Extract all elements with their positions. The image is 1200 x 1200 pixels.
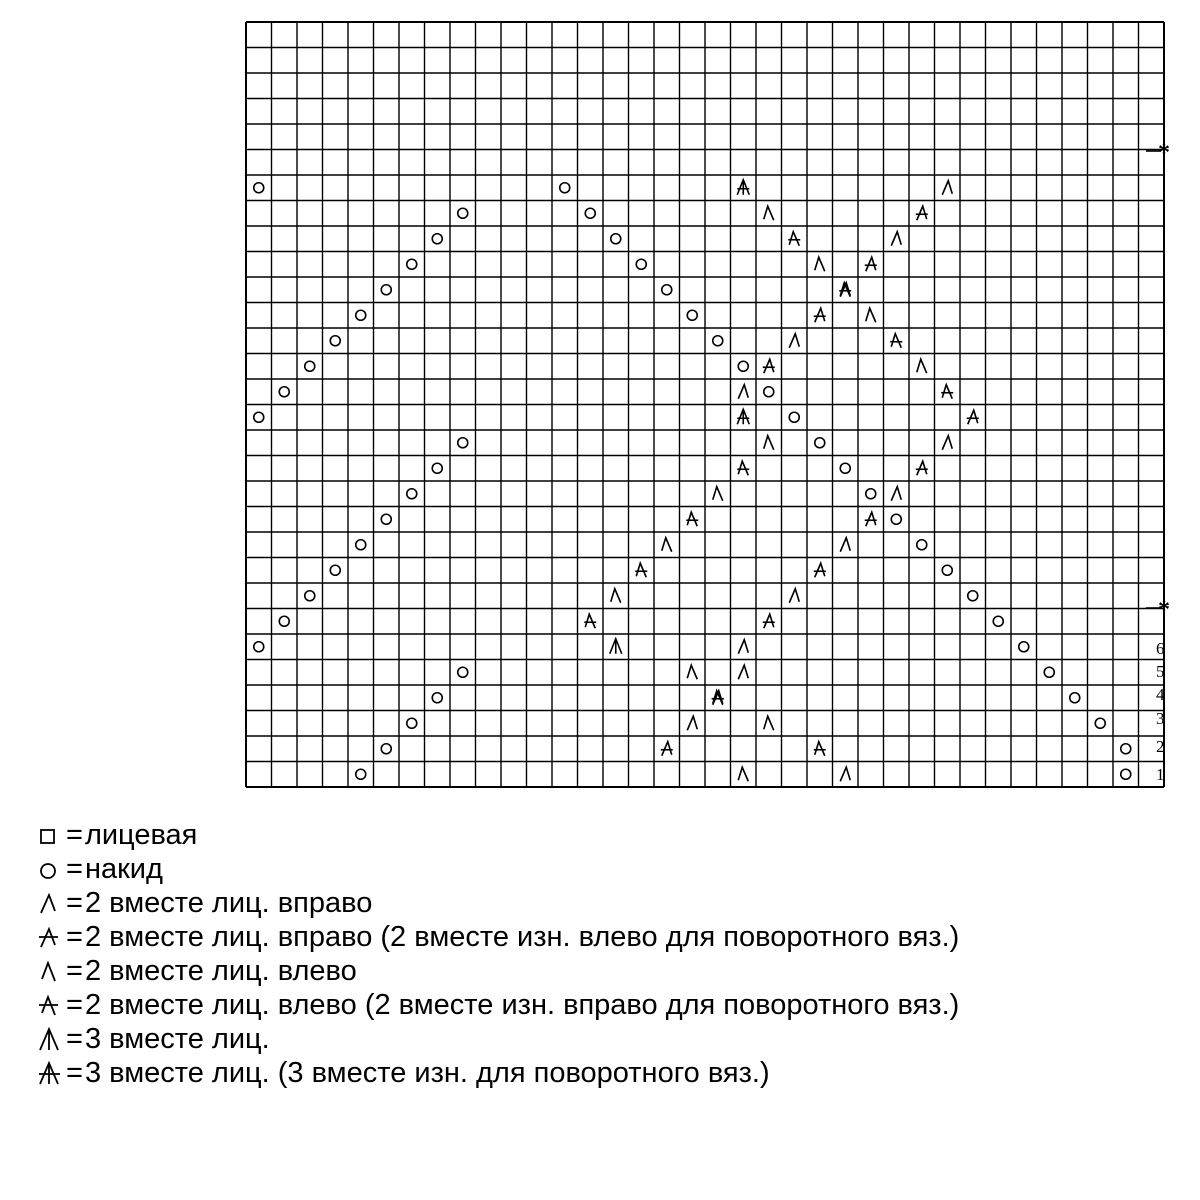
yarn-over-mark [407,718,417,728]
k2tog-left-mark [917,359,927,373]
legend-row-k2tog-left-ws: = 2 вместе лиц. влево (2 вместе изн. вправо для поворотного вяз.) [38,988,1198,1022]
yarn-over-mark [254,642,264,652]
yarn-over-mark [279,616,289,626]
yarn-over-mark [407,489,417,499]
yarn-over-mark [432,234,442,244]
yarn-over-mark [1019,642,1029,652]
k2tog-right-mark [738,385,748,399]
k2tog-right-ws-mark [814,308,826,322]
yarn-over-mark [458,208,468,218]
yarn-over-mark [968,591,978,601]
yarn-over-mark [305,591,315,601]
repeat-marker-bottom [1146,597,1170,623]
yarn-over-mark [789,412,799,422]
knit-icon [38,821,64,849]
legend-text: 2 вместе лиц. вправо [84,887,373,919]
repeat-star-bottom: * [1158,597,1170,623]
chart-grid [246,22,1164,787]
legend-row-knit: = лицевая [38,818,1198,852]
k2tog-left-mark [662,538,672,552]
yarn-over-mark [1095,718,1105,728]
yarn-over-mark [917,540,927,550]
legend [38,818,1198,1090]
k3tog-ws-mark [737,180,749,195]
legend-row-k2tog-right-ws: = 2 вместе лиц. вправо (2 вместе изн. влево для поворотного вяз.) [38,920,1198,954]
yarn-over-mark [1121,744,1131,754]
k3tog-icon [38,1025,64,1053]
yarn-over-mark [866,489,876,499]
k2tog-left-ws-mark [941,385,953,399]
k2tog-right-ws-mark [661,742,673,756]
k2tog-left-ws-mark [737,461,749,475]
k2tog-left-mark [764,716,774,730]
k2tog-left-mark [866,308,876,322]
k2tog-right-mark [942,181,952,195]
yarn-over-mark [407,259,417,269]
yarn-over-mark [713,336,723,346]
k2tog-right-ws-icon [38,923,64,951]
k2tog-right-ws-mark [763,614,775,628]
yarn-over-mark [764,387,774,397]
yarn-over-mark [432,463,442,473]
k2tog-right-mark [738,640,748,654]
k2tog-right-mark [891,232,901,246]
yarn-over-mark [687,310,697,320]
k2tog-left-ws-mark [788,232,800,246]
legend-text: 2 вместе лиц. влево [84,955,357,987]
yarn-over-mark [1044,667,1054,677]
yarn-over-mark [585,208,595,218]
k2tog-left-ws-mark [584,614,596,628]
k2tog-left-ws-mark [839,283,851,297]
yarn-over-mark [815,438,825,448]
legend-row-k3tog: = 3 вместе лиц. [38,1022,1198,1056]
yarn-over-mark [993,616,1003,626]
k2tog-left-ws-mark [686,512,698,526]
k2tog-right-mark [789,334,799,348]
k2tog-left-ws-mark [890,334,902,348]
yarn-over-mark [356,540,366,550]
legend-text: 2 вместе лиц. вправо (2 вместе изн. влево для поворотного вяз.) [84,921,960,953]
k2tog-right-icon [38,889,64,917]
k2tog-left-mark [687,665,697,679]
yarn-over-icon [38,855,64,883]
yarn-over-mark [330,565,340,575]
yarn-over-mark [330,336,340,346]
yarn-over-mark [458,438,468,448]
yarn-over-mark [611,234,621,244]
row-number-2: 2 [1156,737,1165,756]
legend-text: 3 вместе лиц. [84,1023,270,1055]
row-number-6: 6 [1156,639,1165,658]
k2tog-left-mark [611,589,621,603]
yarn-over-mark [305,361,315,371]
repeat-star-top: * [1158,140,1170,166]
legend-row-k2tog-right: = 2 вместе лиц. вправо [38,886,1198,920]
yarn-over-mark [254,183,264,193]
k2tog-right-mark [840,538,850,552]
k2tog-right-ws-mark [865,257,877,271]
k3tog-ws-icon [38,1059,64,1087]
yarn-over-mark [662,285,672,295]
k2tog-left-mark [764,436,774,450]
yarn-over-mark [381,744,391,754]
legend-row-k2tog-left: = 2 вместе лиц. влево [38,954,1198,988]
yarn-over-mark [432,693,442,703]
yarn-over-mark [1121,769,1131,779]
k2tog-right-mark [687,716,697,730]
yarn-over-mark [636,259,646,269]
yarn-over-mark [356,310,366,320]
row-number-1: 1 [1156,765,1165,784]
k3tog-mark [610,639,622,654]
k2tog-right-ws-mark [916,206,928,220]
k2tog-right-mark [891,487,901,501]
k2tog-left-mark [713,487,723,501]
yarn-over-mark [279,387,289,397]
k2tog-right-mark [840,767,850,781]
k3tog-ws-mark [737,409,749,424]
legend-row-yarn-over: = накид [38,852,1198,886]
row-number-5: 5 [1156,662,1165,681]
k2tog-right-mark [942,436,952,450]
k2tog-left-ws-icon [38,991,64,1019]
legend-row-k3tog-ws: = 3 вместе лиц. (3 вместе изн. для поворотного вяз.) [38,1056,1198,1090]
yarn-over-mark [381,285,391,295]
k2tog-left-mark [764,206,774,220]
k2tog-left-icon [38,957,64,985]
legend-text: 2 вместе лиц. влево (2 вместе изн. вправо для поворотного вяз.) [84,989,960,1021]
k2tog-left-ws-mark [635,563,647,577]
yarn-over-mark [356,769,366,779]
repeat-marker-top [1146,140,1170,166]
yarn-over-mark [840,463,850,473]
yarn-over-mark [560,183,570,193]
yarn-over-mark [942,565,952,575]
yarn-over-mark [1070,693,1080,703]
k2tog-right-ws-mark [763,359,775,373]
legend-text: 3 вместе лиц. (3 вместе изн. для поворотного вяз.) [84,1057,770,1089]
k2tog-right-ws-mark [967,410,979,424]
legend-text: накид [84,853,163,885]
k2tog-left-mark [738,767,748,781]
row-number-4: 4 [1156,685,1165,704]
k2tog-right-ws-mark [916,461,928,475]
k2tog-right-mark [738,665,748,679]
k2tog-left-ws-mark [814,742,826,756]
k2tog-right-mark [789,589,799,603]
yarn-over-mark [254,412,264,422]
yarn-over-mark [458,667,468,677]
k2tog-right-ws-mark [865,512,877,526]
k2tog-left-mark [815,257,825,271]
yarn-over-mark [381,514,391,524]
row-number-3: 3 [1156,709,1165,728]
yarn-over-mark [891,514,901,524]
yarn-over-mark [738,361,748,371]
legend-text: лицевая [84,819,198,851]
k2tog-right-ws-mark [814,563,826,577]
k2tog-right-ws-mark [712,691,724,705]
